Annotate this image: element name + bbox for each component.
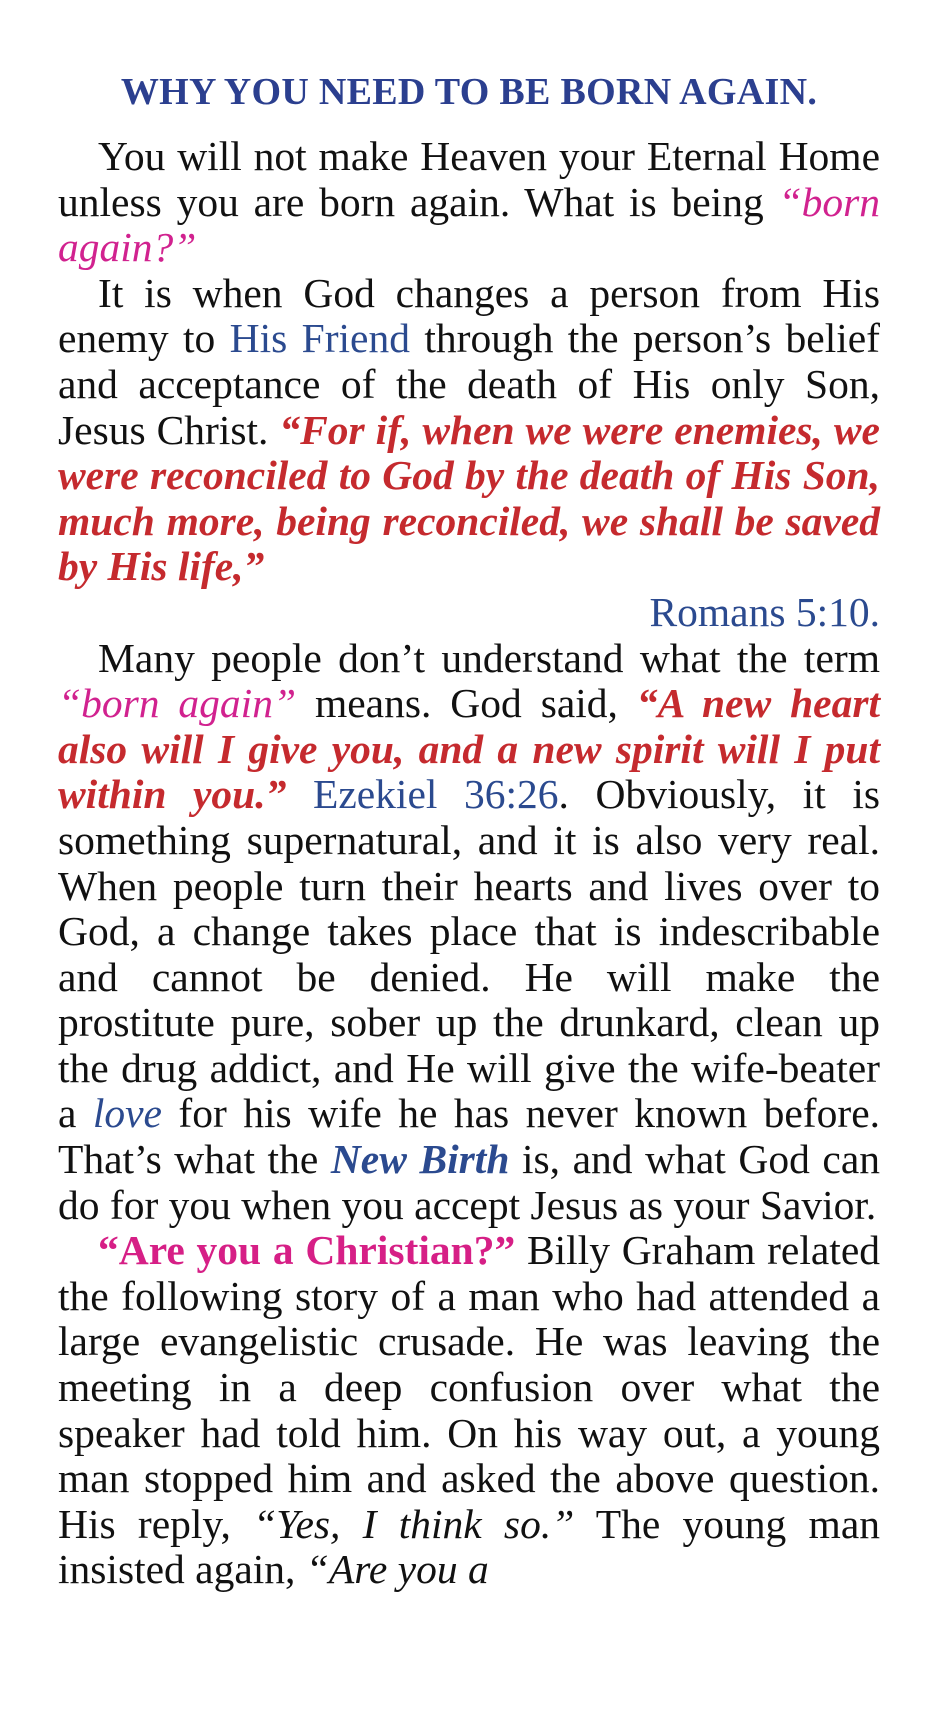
page-title: WHY YOU NEED TO BE BORN AGAIN.: [120, 71, 818, 113]
paragraph-2-text-b: through the person’s belief and acceptance of the death of His only Son, Jesus Christ.: [58, 315, 881, 453]
reply-quote: “Yes, I think so.”: [253, 1500, 575, 1547]
born-again-term: “born again”: [58, 680, 297, 727]
paragraph-3-text-a: Many people don’t understand what the term: [98, 634, 880, 681]
ezekiel-reference: Ezekiel 36:26: [312, 771, 559, 818]
page-content: [58, 62, 880, 1593]
paragraph-4-text-a: Billy Graham related the following story of a man who had attended a large evangelistic crusade. He was leaving the meeting in a deep confusion over what the speaker had told him. On his way out, a young man stopped him and asked the above question. His reply,: [58, 1227, 880, 1547]
romans-reference: Romans 5:10.: [649, 588, 880, 635]
paragraph-2: [58, 271, 880, 636]
paragraph-3-text-d: for his wife he has never known before. That’s what the: [58, 1090, 880, 1183]
insist-quote: “Are you a: [305, 1546, 489, 1593]
christian-question: “Are you a Christian?”: [98, 1227, 516, 1274]
paragraph-2-text-a: It is when God changes a person from His enemy to: [58, 269, 880, 362]
paragraph-3-text-e: is, and what God can do for you when you accept Jesus as your Savior.: [58, 1136, 880, 1228]
paragraph-4: [58, 1228, 880, 1593]
new-birth-highlight: New Birth: [330, 1136, 510, 1183]
paragraph-3-text-b: means. God said,: [296, 680, 637, 727]
paragraph-4-text-b: The young man insisted again,: [58, 1500, 880, 1593]
his-friend-highlight: His Friend: [229, 315, 410, 362]
born-again-quote: “born again?”: [58, 178, 880, 271]
paragraph-1: [58, 134, 880, 271]
paragraph-1-text: You will not make Heaven your Eternal Home unless you are born again. What is being: [58, 133, 880, 225]
paragraph-3: [58, 636, 880, 1229]
ezekiel-verse: “A new heart also will I give you, and a new spirit will I put within you.”: [58, 680, 880, 818]
paragraph-3-text-c: . Obviously, it is something supernatural, and it is also very real. When people turn their hearts and lives over to God, a change takes place that is indescribable and cannot be denied. He will make the prostitute pure, sober up the drunkard, clean up the drug addict, and He will give the wife-beater a: [58, 771, 881, 1137]
romans-verse: “For if, when we were enemies, we were reconciled to God by the death of His Son, much more, being reconciled, we shall be saved by His life,”: [58, 406, 880, 590]
love-highlight: love: [92, 1090, 162, 1137]
